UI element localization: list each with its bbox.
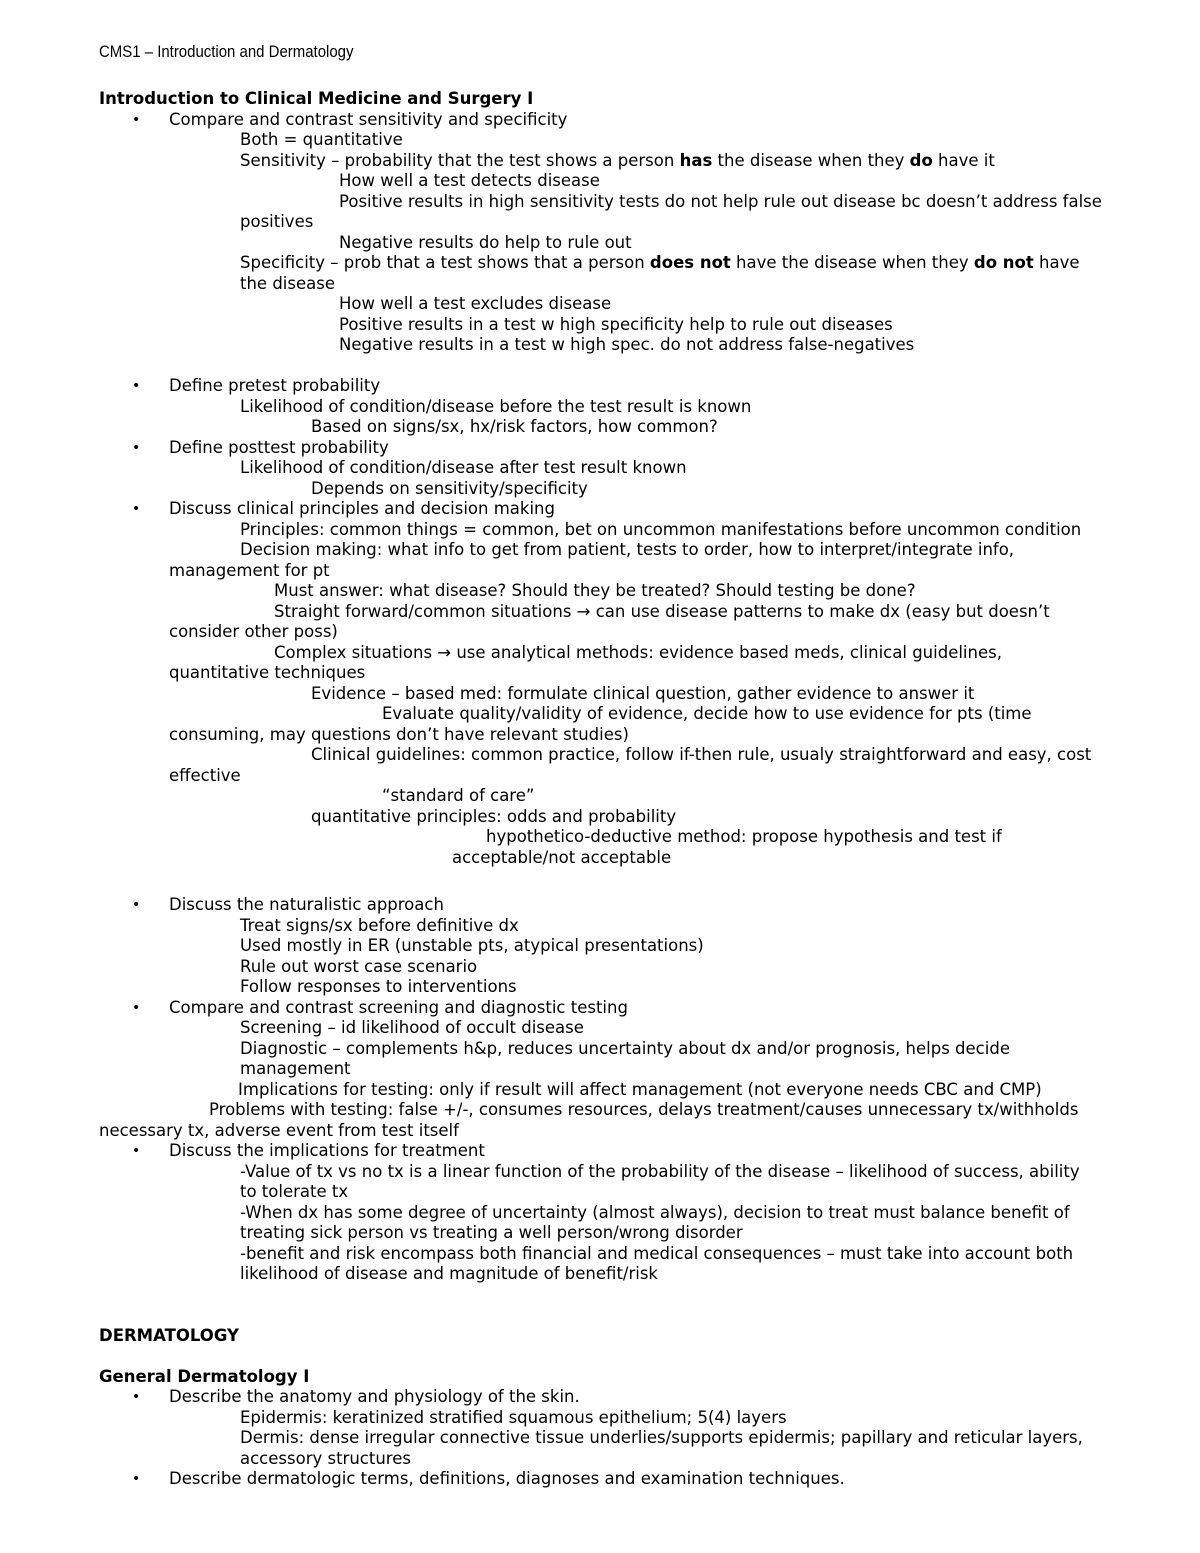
bullet-marker: • [132,897,141,913]
text-line: Treat signs/sx before definitive dx [240,916,519,935]
text-line: likelihood of disease and magnitude of benefit/risk [240,1264,658,1283]
text-line: Principles: common things = common, bet on uncommon manifestations before uncommon condition [240,520,1082,539]
bullet-item: Describe dermatologic terms, definitions, diagnoses and examination techniques. [169,1469,845,1488]
text-line: Epidermis: keratinized stratified squamous epithelium; 5(4) layers [240,1408,787,1427]
bullet-item: Compare and contrast screening and diagnostic testing [169,998,628,1017]
bold-text: do [909,151,933,170]
text-line: management for pt [169,561,330,580]
text-line: accessory structures [240,1449,411,1468]
bullet-item: Compare and contrast sensitivity and specificity [169,110,568,129]
text-line: Rule out worst case scenario [240,957,478,976]
text-line: -When dx has some degree of uncertainty (almost always), decision to treat must balance benefit of [240,1203,1070,1222]
text-line: Evaluate quality/validity of evidence, decide how to use evidence for pts (time [382,704,1032,723]
text-line: Must answer: what disease? Should they be treated? Should testing be done? [274,581,916,600]
text-line: management [240,1059,351,1078]
text-line: “standard of care” [382,786,535,805]
text-line: Follow responses to interventions [240,977,517,996]
text-line: consider other poss) [169,622,338,641]
text-line: consuming, may questions don’t have relevant studies) [169,725,629,744]
bullet-item: Describe the anatomy and physiology of the skin. [169,1387,580,1406]
text-line: treating sick person vs treating a well person/wrong disorder [240,1223,743,1242]
bold-text: do not [973,253,1034,272]
text-line: the disease [240,274,335,293]
text-line: Likelihood of condition/disease after test result known [240,458,687,477]
text-segment: have [1033,253,1080,272]
text-line [240,151,995,171]
bullet-marker: • [132,1143,141,1159]
bullet-marker: • [132,112,141,128]
text-line: acceptable/not acceptable [452,848,672,867]
text-line: Depends on sensitivity/specificity [311,479,588,498]
bullet-item: Discuss the implications for treatment [169,1141,485,1160]
section-heading: General Dermatology I [99,1367,310,1386]
text-line: necessary tx, adverse event from test itself [99,1121,459,1140]
section-heading: Introduction to Clinical Medicine and Surgery I [99,89,534,108]
bullet-item: Discuss the naturalistic approach [169,895,444,914]
text-segment: Sensitivity – probability that the test shows a person [240,151,680,170]
text-segment: have the disease when they [730,253,974,272]
text-line: hypothetico-deductive method: propose hypothesis and test if [486,827,1002,846]
text-line: -Value of tx vs no tx is a linear function of the probability of the disease – likelihood of success, ability [240,1162,1080,1181]
text-line: Evidence – based med: formulate clinical question, gather evidence to answer it [311,684,975,703]
text-line: Based on signs/sx, hx/risk factors, how common? [311,417,718,436]
text-line: effective [169,766,241,785]
text-line: Dermis: dense irregular connective tissue underlies/supports epidermis; papillary and reticular layers, [240,1428,1083,1447]
text-line: Straight forward/common situations → can use disease patterns to make dx (easy but doesn’t [274,602,1050,621]
text-line: Used mostly in ER (unstable pts, atypical presentations) [240,936,704,955]
bullet-item: Define posttest probability [169,438,389,457]
bullet-item: Discuss clinical principles and decision making [169,499,555,518]
text-line: Negative results in a test w high spec. do not address false-negatives [339,335,915,354]
text-line: Clinical guidelines: common practice, follow if-then rule, usualy straightforward and easy, cost [311,745,1092,764]
text-line: Both = quantitative [240,130,403,149]
text-line: How well a test detects disease [339,171,600,190]
text-line: Problems with testing: false +/-, consumes resources, delays treatment/causes unnecessary tx/withholds [209,1100,1079,1119]
text-line: Positive results in high sensitivity tests do not help rule out disease bc doesn’t address false [339,192,1102,211]
text-line: How well a test excludes disease [339,294,612,313]
bullet-marker: • [132,1471,141,1487]
text-line: Implications for testing: only if result will affect management (not everyone needs CBC and CMP) [238,1080,1042,1099]
bold-text: does not [649,253,731,272]
bullet-marker: • [132,440,141,456]
page-header: CMS1 – Introduction and Dermatology [99,42,354,61]
text-line: Likelihood of condition/disease before the test result is known [240,397,752,416]
text-line: Decision making: what info to get from patient, tests to order, how to interpret/integrate info, [240,540,1015,559]
text-line: quantitative principles: odds and probability [311,807,677,826]
text-segment: Specificity – prob that a test shows that a person [240,253,650,272]
bullet-item: Define pretest probability [169,376,381,395]
text-line: -benefit and risk encompass both financial and medical consequences – must take into account both [240,1244,1074,1263]
text-line: Complex situations → use analytical methods: evidence based meds, clinical guidelines, [274,643,1002,662]
section-heading: DERMATOLOGY [99,1326,239,1345]
text-line: Negative results do help to rule out [339,233,632,252]
bold-text: has [679,151,713,170]
text-line: Diagnostic – complements h&p, reduces uncertainty about dx and/or prognosis, helps decide [240,1039,1010,1058]
text-line: Positive results in a test w high specificity help to rule out diseases [339,315,893,334]
bullet-marker: • [132,1000,141,1016]
text-line: to tolerate tx [240,1182,349,1201]
bullet-marker: • [132,1389,141,1405]
text-segment: have it [932,151,995,170]
text-line: quantitative techniques [169,663,366,682]
text-line: positives [240,212,314,231]
text-line [240,253,1080,273]
bullet-marker: • [132,378,141,394]
text-segment: the disease when they [712,151,910,170]
bullet-marker: • [132,501,141,517]
text-line: Screening – id likelihood of occult disease [240,1018,584,1037]
